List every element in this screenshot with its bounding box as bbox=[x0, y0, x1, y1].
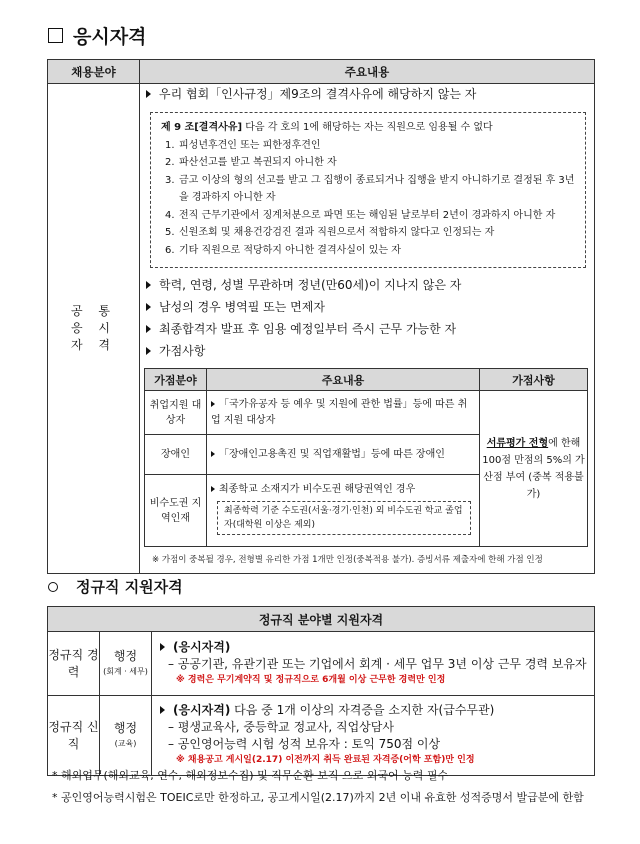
main-content-cell bbox=[140, 84, 595, 574]
triangle-bullet-icon bbox=[146, 347, 151, 355]
bonus-header-points: 가점사항 bbox=[480, 369, 588, 391]
article-item bbox=[161, 242, 577, 260]
item-num: 3. bbox=[165, 174, 175, 186]
job-name: 행정 bbox=[113, 720, 138, 735]
req-head-rest: 다음 중 1개 이상의 자격증을 소지한 자(급수무관) bbox=[230, 703, 495, 717]
article-heading-line bbox=[161, 119, 577, 137]
section1-heading bbox=[48, 22, 146, 49]
bonus-header-content: 주요내용 bbox=[207, 369, 480, 391]
requirement-cell bbox=[152, 696, 595, 776]
job-cell bbox=[100, 632, 152, 696]
req-line: – 공인영어능력 시험 성적 보유자 : 토익 750점 이상 bbox=[168, 737, 441, 751]
bullet-item bbox=[144, 340, 594, 362]
article-item bbox=[161, 137, 577, 155]
req-head-text: (응시자격) bbox=[173, 639, 231, 654]
section1-title: 응시자격 bbox=[73, 26, 147, 48]
section2-title: 정규직 지원자격 bbox=[76, 578, 183, 596]
common-eligibility-label bbox=[48, 84, 140, 574]
job-name: 행정 bbox=[113, 648, 138, 663]
article-heading: 제 9 조[결격사유] bbox=[161, 122, 243, 133]
triangle-bullet-icon bbox=[211, 401, 215, 407]
item-num: 1. bbox=[165, 139, 175, 151]
bullet-text: 가점사항 bbox=[159, 344, 206, 358]
bullet-item bbox=[144, 84, 594, 104]
item-num: 2. bbox=[165, 157, 175, 168]
item-text: 금고 이상의 형의 선고를 받고 그 집행이 종료되거나 집행을 받지 아니하기로 결정된 후 3년을 경과하지 아니한 자 bbox=[179, 174, 575, 203]
article-item bbox=[161, 224, 577, 242]
item-text: 전직 근무기관에서 징계처분으로 파면 또는 해임된 날로부터 2년이 경과하지 아니한 자 bbox=[179, 209, 556, 221]
bonus-content-text: 최종학교 소재지가 비수도권 해당권역인 경우 bbox=[219, 484, 416, 495]
bonus-content bbox=[207, 391, 480, 435]
article-item bbox=[161, 154, 577, 172]
regular-table-title: 정규직 분야별 지원자격 bbox=[48, 607, 595, 632]
bonus-bold-text: 서류평가 전형 bbox=[486, 437, 549, 449]
bullet-text: 최종합격자 발표 후 임용 예정일부터 즉시 근무 가능한 자 bbox=[159, 322, 457, 336]
requirement-cell bbox=[152, 632, 595, 696]
bonus-content bbox=[207, 435, 480, 475]
article-intro: 다음 각 호의 1에 해당하는 자는 직원으로 임용될 수 없다 bbox=[242, 122, 493, 133]
item-text: 파산선고를 받고 복권되지 아니한 자 bbox=[179, 157, 337, 168]
item-num: 6. bbox=[165, 244, 175, 256]
triangle-bullet-icon bbox=[146, 303, 151, 311]
label-line: 응 시 bbox=[71, 321, 116, 335]
req-head bbox=[158, 639, 590, 656]
bonus-content-text: 「장애인고용촉진 및 직업재활법」등에 따른 장애인 bbox=[219, 448, 445, 460]
bonus-field: 취업지원 대상자 bbox=[145, 391, 207, 435]
req-red-note: ※ 경력은 무기계약직 및 정규직으로 6개월 이상 근무한 경력만 인정 bbox=[176, 674, 446, 685]
req-red-note: ※ 채용공고 게시일(2.17) 이전까지 취득 완료된 자격증(어학 포함)만 인정 bbox=[176, 755, 475, 765]
bullet-text: 우리 협회「인사규정」제9조의 결격사유에 해당하지 않는 자 bbox=[159, 87, 477, 101]
item-text: 기타 직원으로 적당하지 아니한 결격사실이 있는 자 bbox=[179, 244, 401, 256]
article-9-box bbox=[150, 112, 586, 268]
article-item bbox=[161, 172, 577, 207]
job-sub: (회계 · 세무) bbox=[103, 666, 148, 676]
section2-heading bbox=[48, 576, 183, 597]
job-cell bbox=[100, 696, 152, 776]
bonus-field: 비수도권 지역인재 bbox=[145, 475, 207, 547]
bullet-item bbox=[144, 274, 594, 296]
triangle-bullet-icon bbox=[146, 281, 151, 289]
bullet-item bbox=[144, 318, 594, 340]
bullet-text: 남성의 경우 병역필 또는 면제자 bbox=[159, 300, 325, 314]
req-line: – 평생교육사, 중등학교 정교사, 직업상담사 bbox=[168, 720, 394, 734]
circle-bullet-icon bbox=[48, 582, 58, 592]
bonus-note: ※ 가점이 중복될 경우, 전형별 유리한 가점 1개만 인정(중복적용 불가). 증빙서류 제출자에 한해 가점 인정 bbox=[152, 555, 543, 565]
triangle-bullet-icon bbox=[211, 486, 215, 492]
triangle-bullet-icon bbox=[146, 90, 151, 98]
item-num: 4. bbox=[165, 209, 175, 221]
bonus-rest-text: 에 한해 100점 만점의 5%의 가산점 부여 (중복 적용불가) bbox=[482, 437, 585, 500]
triangle-bullet-icon bbox=[211, 451, 215, 457]
header-field: 채용분야 bbox=[48, 60, 140, 84]
bonus-content-text: 「국가유공자 등 예우 및 지원에 관한 법률」등에 따른 취업 지원 대상자 bbox=[211, 398, 468, 426]
req-head-text: (응시자격) bbox=[173, 703, 231, 717]
req-line: – 공공기관, 유관기관 또는 기업에서 회계 · 세무 업무 3년 이상 근무 경력 보유자 bbox=[168, 656, 587, 671]
footnote: * 공인영어능력시험은 TOEIC로만 한정하고, 공고게시일(2.17)까지 2년 이내 유효한 성적증명서 발급분에 한함 bbox=[52, 791, 584, 804]
bonus-points-table bbox=[144, 368, 588, 547]
group-cell: 정규직 경력 bbox=[48, 632, 100, 696]
regional-detail-box: 최종학력 기준 수도권(서울·경기·인천) 외 비수도권 학교 졸업자(대학원 이상은 제외) bbox=[217, 501, 471, 535]
label-line: 공 통 bbox=[71, 304, 116, 318]
footnote: * 해외업무(해외교육, 연수, 해외정보수집) 및 직무순환 보직 으로 외국어 능력 필수 bbox=[52, 769, 449, 782]
bonus-header-field: 가점분야 bbox=[145, 369, 207, 391]
regular-position-table bbox=[47, 606, 595, 776]
label-line: 자 격 bbox=[71, 338, 116, 352]
bonus-field: 장애인 bbox=[145, 435, 207, 475]
item-num: 5. bbox=[165, 227, 175, 238]
group-cell: 정규직 신직 bbox=[48, 696, 100, 776]
bullet-list bbox=[144, 274, 594, 362]
triangle-bullet-icon bbox=[160, 643, 165, 651]
article-item bbox=[161, 207, 577, 225]
bullet-text: 학력, 연령, 성별 무관하며 정년(만60세)이 지나지 않은 자 bbox=[159, 278, 462, 292]
eligibility-table bbox=[47, 59, 595, 574]
req-head bbox=[158, 702, 590, 719]
item-text: 피성년후견인 또는 피한정후견인 bbox=[179, 139, 321, 151]
triangle-bullet-icon bbox=[146, 325, 151, 333]
triangle-bullet-icon bbox=[160, 706, 165, 714]
bonus-points-cell bbox=[480, 391, 588, 547]
bullet-item bbox=[144, 296, 594, 318]
item-text: 신원조회 및 채용건강검진 결과 직원으로서 적합하지 않다고 인정되는 자 bbox=[179, 227, 495, 238]
job-sub: (교육) bbox=[114, 738, 137, 748]
checkbox-square-icon bbox=[48, 28, 63, 43]
header-content: 주요내용 bbox=[140, 60, 595, 84]
bonus-content bbox=[207, 475, 480, 547]
